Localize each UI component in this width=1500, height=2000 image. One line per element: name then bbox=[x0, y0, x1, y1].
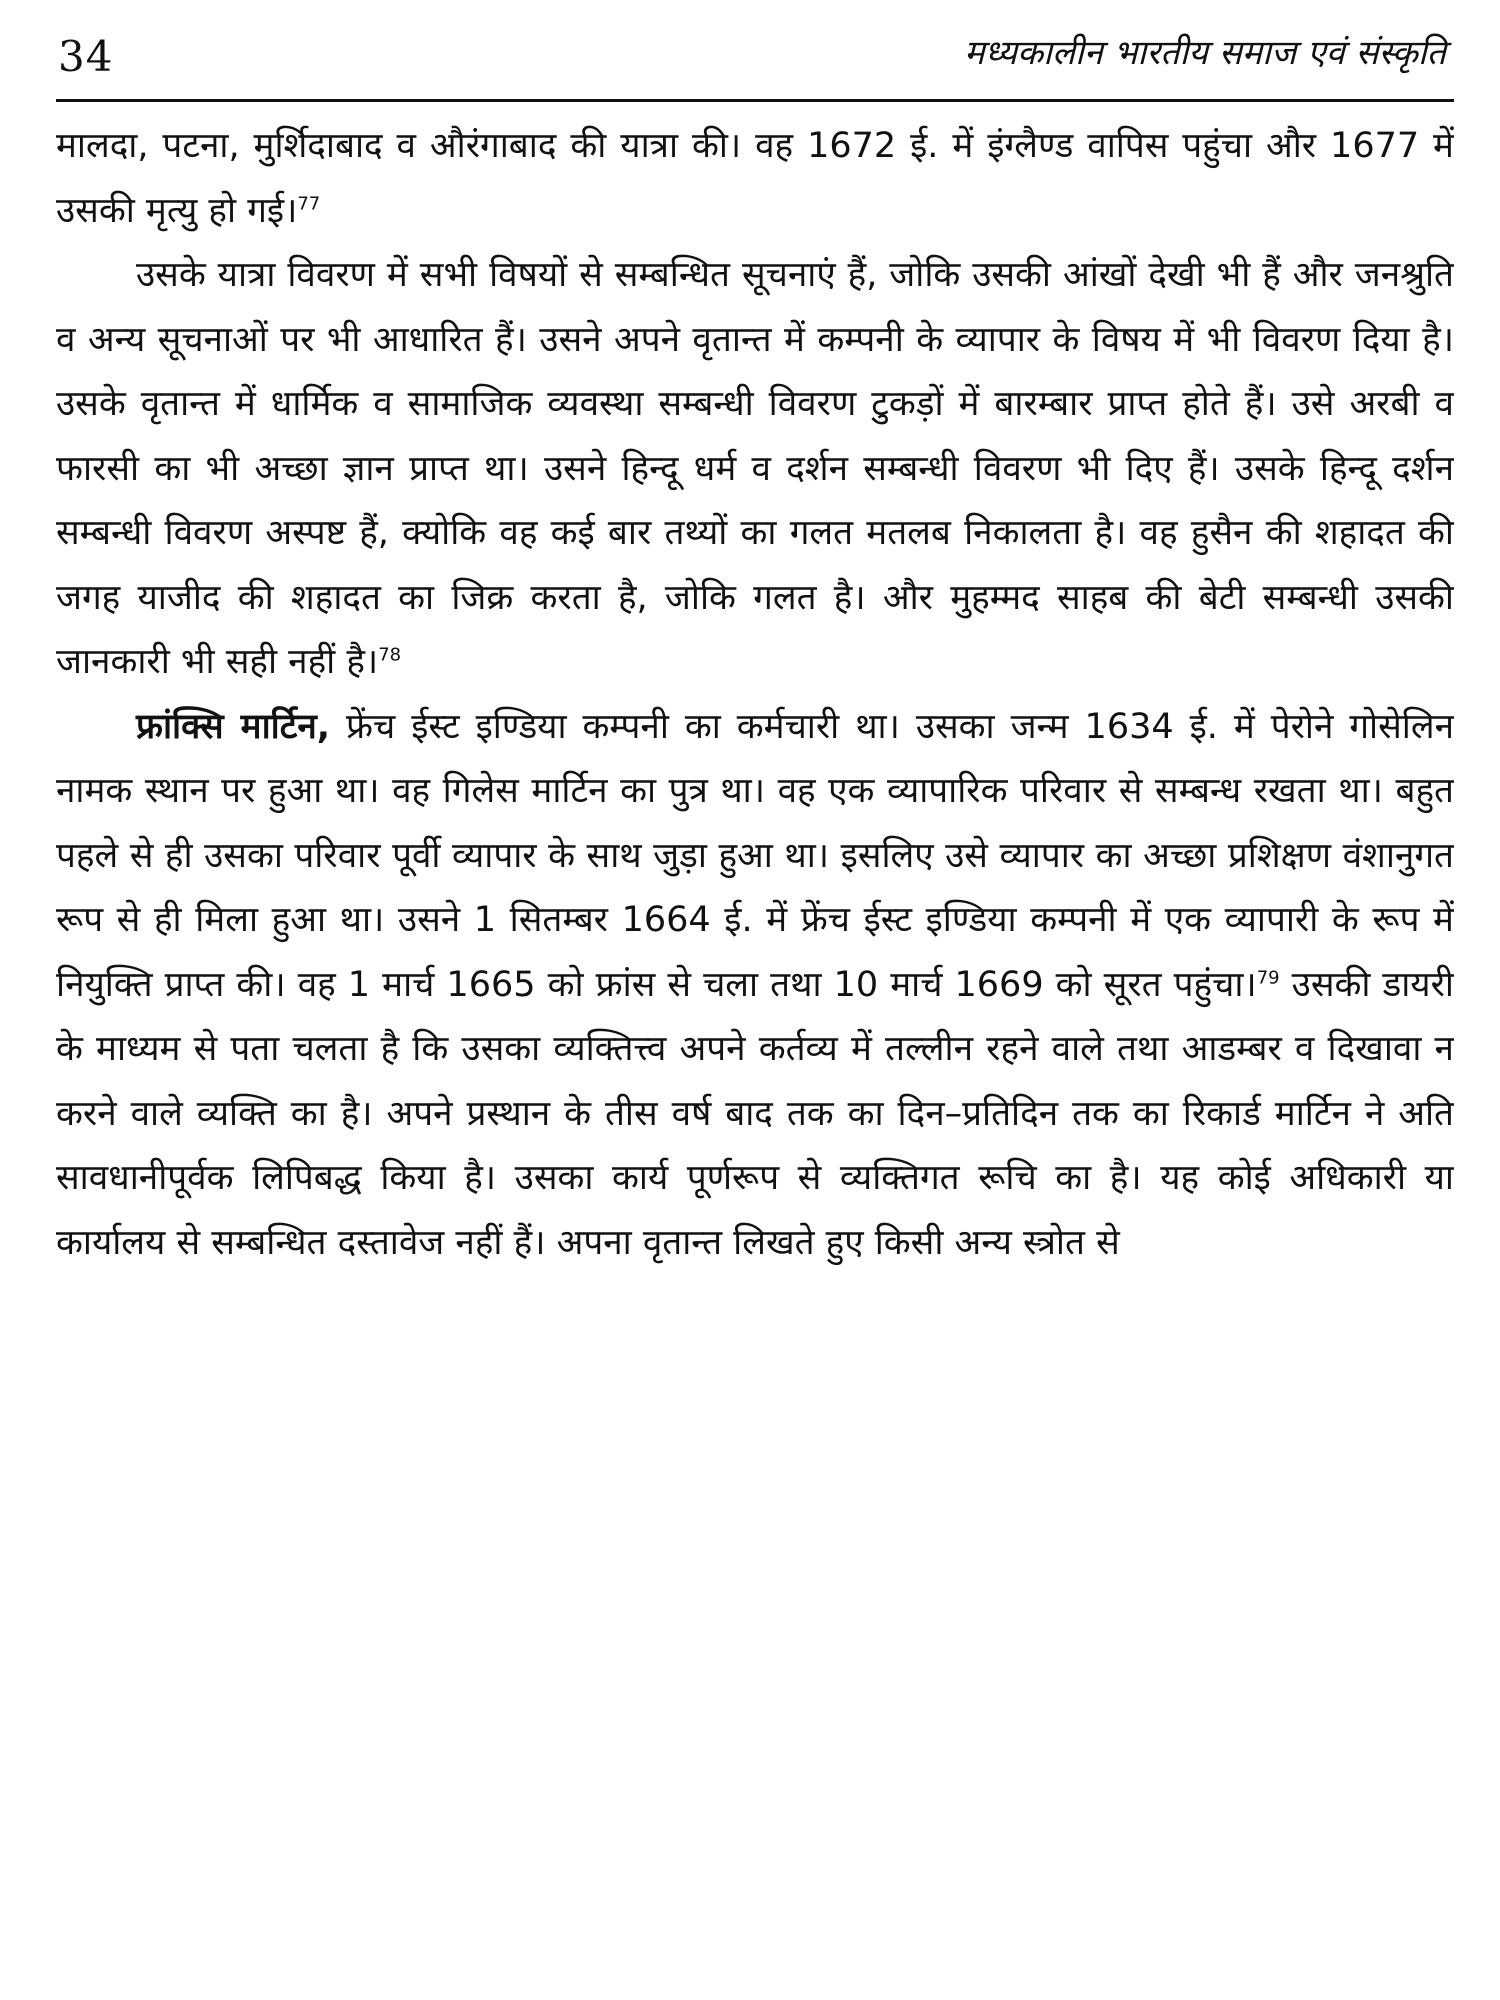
page-header bbox=[56, 28, 1454, 102]
paragraph-text: उसके यात्रा विवरण में सभी विषयों से सम्बन्धित सूचनाएं हैं, जोकि उसकी आंखों देखी भी हैं और जनश्रुति व अन्य सूचनाओं पर भी आधारित हैं। उसने अपने वृतान्त में कम्पनी के व्यापार के विषय में भी विवरण दिया है। उसके वृतान्त में धार्मिक व सामाजिक व्यवस्था सम्बन्धी विवरण टुकड़ों में बारम्बार प्राप्त होते हैं। उसे अरबी व फारसी का भी अच्छा ज्ञान प्राप्त था। उसने हिन्दू धर्म व दर्शन सम्बन्धी विवरण भी दिए हैं। उसके हिन्दू दर्शन सम्बन्धी विवरण अस्पष्ट हैं, क्योकि वह कई बार तथ्यों का गलत मतलब निकालता है। वह हुसैन की शहादत की जगह याजीद की शहादत का जिक्र करता है, जोकि गलत है। और मुहम्मद साहब की बेटी सम्बन्धी उसकी जानकारी भी सही नहीं है। bbox=[56, 255, 1454, 682]
running-title: मध्यकालीन भारतीय समाज एवं संस्कृति bbox=[964, 33, 1446, 73]
footnote-ref-79: 79 bbox=[1256, 966, 1280, 988]
paragraph-3 bbox=[56, 695, 1454, 1276]
footnote-ref-77: 77 bbox=[297, 192, 321, 214]
page-number: 34 bbox=[58, 32, 114, 81]
paragraph-lead-name: फ्रांक्सि मार्टिन, bbox=[136, 706, 331, 747]
footnote-ref-78: 78 bbox=[378, 644, 402, 666]
document-page bbox=[56, 28, 1454, 1978]
body-text bbox=[56, 102, 1454, 1275]
paragraph-text: फ्रेंच ईस्ट इण्डिया कम्पनी का कर्मचारी था। उसका जन्म 1634 ई. में पेरोने गोसेलिन नामक स्थान पर हुआ था। वह गिलेस मार्टिन का पुत्र था। वह एक व्यापारिक परिवार से सम्बन्ध रखता था। बहुत पहले से ही उसका परिवार पूर्वी व्यापार के साथ जुड़ा हुआ था। इसलिए उसे व्यापार का अच्छा प्रशिक्षण वंशानुगत रूप से ही मिला हुआ था। उसने 1 सितम्बर 1664 ई. में फ्रेंच ईस्ट इण्डिया कम्पनी में एक व्यापारी के रूप में नियुक्ति प्राप्त की। वह 1 मार्च 1665 को फ्रांस से चला तथा 10 मार्च 1669 को सूरत पहुंचा। bbox=[56, 706, 1454, 1005]
paragraph-text-continued: उसकी डायरी के माध्यम से पता चलता है कि उसका व्यक्तित्त्व अपने कर्तव्य में तल्लीन रहने वाले तथा आडम्बर व दिखावा न करने वाले व्यक्ति का है। अपने प्रस्थान के तीस वर्ष बाद तक का दिन–प्रतिदिन तक का रिकार्ड मार्टिन ने अति सावधानीपूर्वक लिपिबद्ध किया है। उसका कार्य पूर्णरूप से व्यक्तिगत रूचि का है। यह कोई अधिकारी या कार्यालय से सम्बन्धित दस्तावेज नहीं हैं। अपना वृतान्त लिखते हुए किसी अन्य स्त्रोत से bbox=[56, 964, 1454, 1263]
paragraph-text: मालदा, पटना, मुर्शिदाबाद व औरंगाबाद की यात्रा की। वह 1672 ई. में इंग्लैण्ड वापिस पहुंचा और 1677 में उसकी मृत्यु हो गई। bbox=[56, 126, 1454, 231]
paragraph-2 bbox=[56, 243, 1454, 695]
paragraph-1 bbox=[56, 114, 1454, 243]
